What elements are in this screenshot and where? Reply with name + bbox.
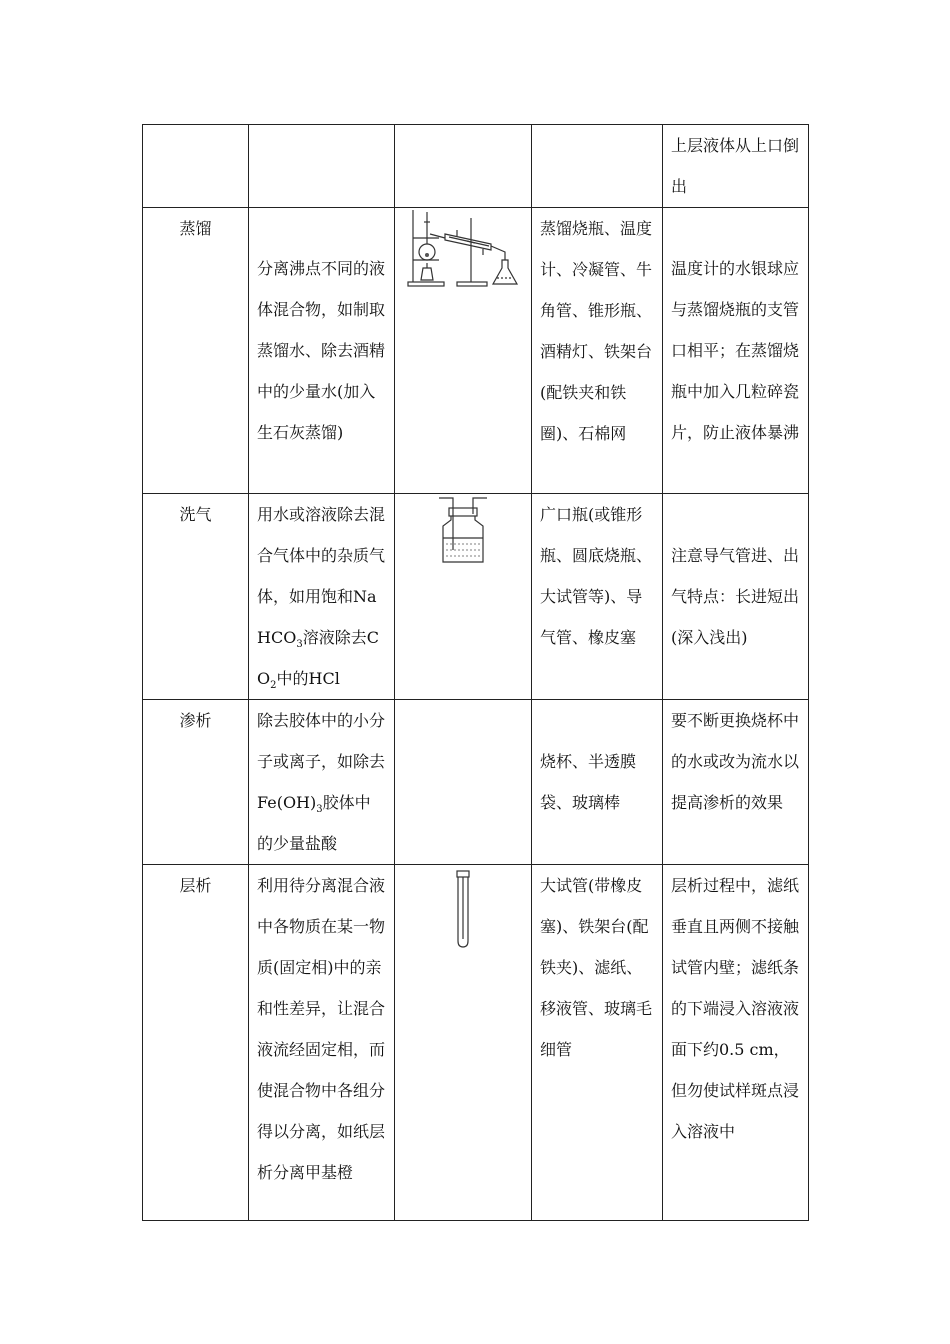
apparatus-cell: 蒸馏烧瓶、温度计、冷凝管、牛角管、锥形瓶、酒精灯、铁架台(配铁夹和铁圈)、石棉网 — [532, 208, 663, 494]
method-cell: 渗析 — [143, 700, 249, 865]
image-cell — [395, 700, 532, 865]
table-row — [143, 865, 809, 1221]
distillation-apparatus-icon — [405, 208, 521, 292]
gas-washing-bottle-icon — [437, 494, 489, 566]
image-cell — [395, 208, 532, 494]
scope-cell: 分离沸点不同的液体混合物，如制取蒸馏水、除去酒精中的少量水(加入生石灰蒸馏) — [249, 208, 395, 494]
table-row — [143, 700, 809, 865]
separation-methods-table — [142, 124, 809, 1221]
apparatus-cell — [532, 125, 663, 208]
table-row — [143, 125, 809, 208]
method-cell: 蒸馏 — [143, 208, 249, 494]
image-cell — [395, 494, 532, 700]
apparatus-cell: 烧杯、半透膜袋、玻璃棒 — [532, 700, 663, 865]
method-cell — [143, 125, 249, 208]
notes-cell: 层析过程中，滤纸垂直且两侧不接触试管内壁；滤纸条的下端浸入溶液液面下约0.5 cm，但勿使试样斑点浸入溶液中 — [663, 865, 809, 1221]
test-tube-icon — [453, 869, 473, 949]
table-row — [143, 208, 809, 494]
scope-cell — [249, 125, 395, 208]
table-row — [143, 494, 809, 700]
apparatus-cell: 大试管(带橡皮塞)、铁架台(配铁夹)、滤纸、移液管、玻璃毛细管 — [532, 865, 663, 1221]
notes-cell: 要不断更换烧杯中的水或改为流水以提高渗析的效果 — [663, 700, 809, 865]
scope-cell: 利用待分离混合液中各物质在某一物质(固定相)中的亲和性差异，让混合液流经固定相，而使混合物中各组分得以分离，如纸层析分离甲基橙 — [249, 865, 395, 1221]
image-cell — [395, 125, 532, 208]
method-cell: 层析 — [143, 865, 249, 1221]
notes-cell: 温度计的水银球应与蒸馏烧瓶的支管口相平；在蒸馏烧瓶中加入几粒碎瓷片，防止液体暴沸 — [663, 208, 809, 494]
notes-cell: 上层液体从上口倒出 — [663, 125, 809, 208]
notes-cell: 注意导气管进、出气特点：长进短出(深入浅出) — [663, 494, 809, 700]
scope-cell: 用水或溶液除去混合气体中的杂质气体，如用饱和NaHCO$_3$溶液除去$CO_2$中的HCl — [249, 494, 395, 700]
scope-cell: 除去胶体中的小分子或离子，如除去$Fe(OH)_3$胶体中的少量盐酸 — [249, 700, 395, 865]
apparatus-cell: 广口瓶(或锥形瓶、圆底烧瓶、大试管等)、导气管、橡皮塞 — [532, 494, 663, 700]
method-cell: 洗气 — [143, 494, 249, 700]
image-cell — [395, 865, 532, 1221]
